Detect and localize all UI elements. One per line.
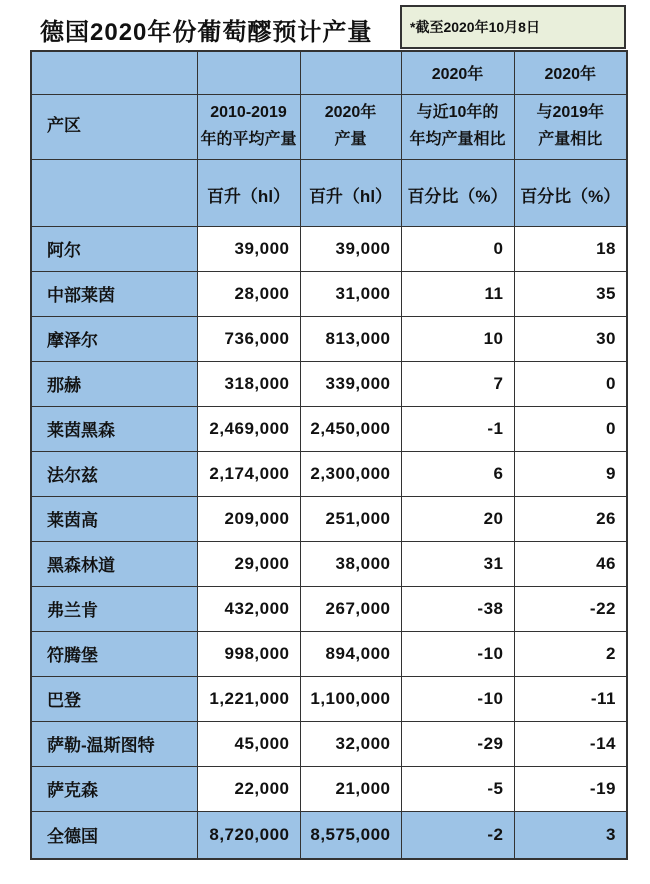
table-row <box>31 541 627 586</box>
header-vs-2019 <box>514 94 627 159</box>
page-title: 德国2020年份葡萄醪预计产量 <box>40 19 373 46</box>
table-row <box>31 586 627 631</box>
header-row-labels <box>31 94 627 159</box>
region-cell: 巴登 <box>31 676 197 721</box>
header-line: 年均产量相比 <box>409 130 506 148</box>
avg-production-cell: 736,000 <box>197 316 300 361</box>
production-2020-cell: 894,000 <box>300 631 401 676</box>
vs-2019-cell: 0 <box>514 406 627 451</box>
header-line: 与近10年的 <box>416 104 499 122</box>
note-text: *截至2020年10月8日 <box>410 19 540 35</box>
production-2020-cell: 31,000 <box>300 271 401 316</box>
vs-2019-cell: -14 <box>514 721 627 766</box>
vs-2019-cell: -11 <box>514 676 627 721</box>
header-year-col4: 2020年 <box>401 51 514 94</box>
header-line: 产量 <box>334 130 367 148</box>
vs-2019-cell: -22 <box>514 586 627 631</box>
avg-production-cell: 28,000 <box>197 271 300 316</box>
production-2020-cell: 2,450,000 <box>300 406 401 451</box>
vs-2019-cell: 46 <box>514 541 627 586</box>
table-row-total <box>31 811 627 859</box>
region-cell: 中部莱茵 <box>31 271 197 316</box>
vs-10yr-avg-cell: 6 <box>401 451 514 496</box>
region-cell: 那赫 <box>31 361 197 406</box>
region-cell: 弗兰肯 <box>31 586 197 631</box>
vs-10yr-avg-cell: 20 <box>401 496 514 541</box>
table-row <box>31 226 627 271</box>
header-line: 年的平均产量 <box>200 130 297 148</box>
region-cell: 莱茵黑森 <box>31 406 197 451</box>
avg-production-cell: 2,469,000 <box>197 406 300 451</box>
table-row <box>31 631 627 676</box>
avg-production-cell: 1,221,000 <box>197 676 300 721</box>
table-row <box>31 271 627 316</box>
header-empty-cell <box>197 51 300 94</box>
vs-10yr-avg-cell: -10 <box>401 631 514 676</box>
production-2020-cell: 1,100,000 <box>300 676 401 721</box>
region-cell: 全德国 <box>31 811 197 859</box>
header-empty-cell <box>300 51 401 94</box>
units-percent-cell: 百分比（%） <box>514 159 627 226</box>
header-line: 2020年 <box>324 104 377 122</box>
header-row-year <box>31 51 627 94</box>
vs-2019-cell: 18 <box>514 226 627 271</box>
vs-2019-cell: 26 <box>514 496 627 541</box>
table-row <box>31 316 627 361</box>
vs-2019-cell: 35 <box>514 271 627 316</box>
production-2020-cell: 267,000 <box>300 586 401 631</box>
table-row <box>31 451 627 496</box>
production-2020-cell: 2,300,000 <box>300 451 401 496</box>
vs-2019-cell: 30 <box>514 316 627 361</box>
avg-production-cell: 998,000 <box>197 631 300 676</box>
header-region: 产区 <box>31 94 197 159</box>
units-hl-cell: 百升（hl） <box>197 159 300 226</box>
vs-10yr-avg-cell: 7 <box>401 361 514 406</box>
units-hl-cell: 百升（hl） <box>300 159 401 226</box>
production-2020-cell: 339,000 <box>300 361 401 406</box>
header-empty-cell <box>31 51 197 94</box>
avg-production-cell: 209,000 <box>197 496 300 541</box>
avg-production-cell: 2,174,000 <box>197 451 300 496</box>
header-2020-production <box>300 94 401 159</box>
vs-2019-cell: 3 <box>514 811 627 859</box>
region-cell: 摩泽尔 <box>31 316 197 361</box>
header-year-col5: 2020年 <box>514 51 627 94</box>
vs-10yr-avg-cell: -1 <box>401 406 514 451</box>
region-cell: 萨勒-温斯图特 <box>31 721 197 766</box>
vs-10yr-avg-cell: 0 <box>401 226 514 271</box>
vs-2019-cell: 9 <box>514 451 627 496</box>
production-table <box>30 50 628 860</box>
production-2020-cell: 38,000 <box>300 541 401 586</box>
table-row <box>31 721 627 766</box>
region-cell: 莱茵高 <box>31 496 197 541</box>
table-row <box>31 766 627 811</box>
production-2020-cell: 251,000 <box>300 496 401 541</box>
production-2020-cell: 813,000 <box>300 316 401 361</box>
avg-production-cell: 8,720,000 <box>197 811 300 859</box>
avg-production-cell: 318,000 <box>197 361 300 406</box>
vs-10yr-avg-cell: 31 <box>401 541 514 586</box>
production-2020-cell: 32,000 <box>300 721 401 766</box>
units-empty-cell <box>31 159 197 226</box>
table-row <box>31 361 627 406</box>
vs-10yr-avg-cell: 11 <box>401 271 514 316</box>
production-2020-cell: 8,575,000 <box>300 811 401 859</box>
vs-10yr-avg-cell: 10 <box>401 316 514 361</box>
vs-10yr-avg-cell: -29 <box>401 721 514 766</box>
avg-production-cell: 22,000 <box>197 766 300 811</box>
avg-production-cell: 29,000 <box>197 541 300 586</box>
header-vs-10yr-avg <box>401 94 514 159</box>
vs-10yr-avg-cell: -5 <box>401 766 514 811</box>
header-avg-production <box>197 94 300 159</box>
header-line: 产量相比 <box>538 130 603 148</box>
header-line: 2010-2019 <box>210 104 287 122</box>
units-percent-cell: 百分比（%） <box>401 159 514 226</box>
note-box <box>400 5 626 49</box>
region-cell: 符腾堡 <box>31 631 197 676</box>
header-line: 与2019年 <box>536 104 605 122</box>
vs-10yr-avg-cell: -2 <box>401 811 514 859</box>
region-cell: 萨克森 <box>31 766 197 811</box>
vs-2019-cell: 2 <box>514 631 627 676</box>
region-cell: 黑森林道 <box>31 541 197 586</box>
vs-10yr-avg-cell: -10 <box>401 676 514 721</box>
region-cell: 法尔兹 <box>31 451 197 496</box>
vs-10yr-avg-cell: -38 <box>401 586 514 631</box>
vs-2019-cell: 0 <box>514 361 627 406</box>
production-2020-cell: 39,000 <box>300 226 401 271</box>
avg-production-cell: 39,000 <box>197 226 300 271</box>
table-row <box>31 406 627 451</box>
header-row-units <box>31 159 627 226</box>
production-2020-cell: 21,000 <box>300 766 401 811</box>
table-row <box>31 676 627 721</box>
avg-production-cell: 432,000 <box>197 586 300 631</box>
region-cell: 阿尔 <box>31 226 197 271</box>
table-row <box>31 496 627 541</box>
vs-2019-cell: -19 <box>514 766 627 811</box>
avg-production-cell: 45,000 <box>197 721 300 766</box>
